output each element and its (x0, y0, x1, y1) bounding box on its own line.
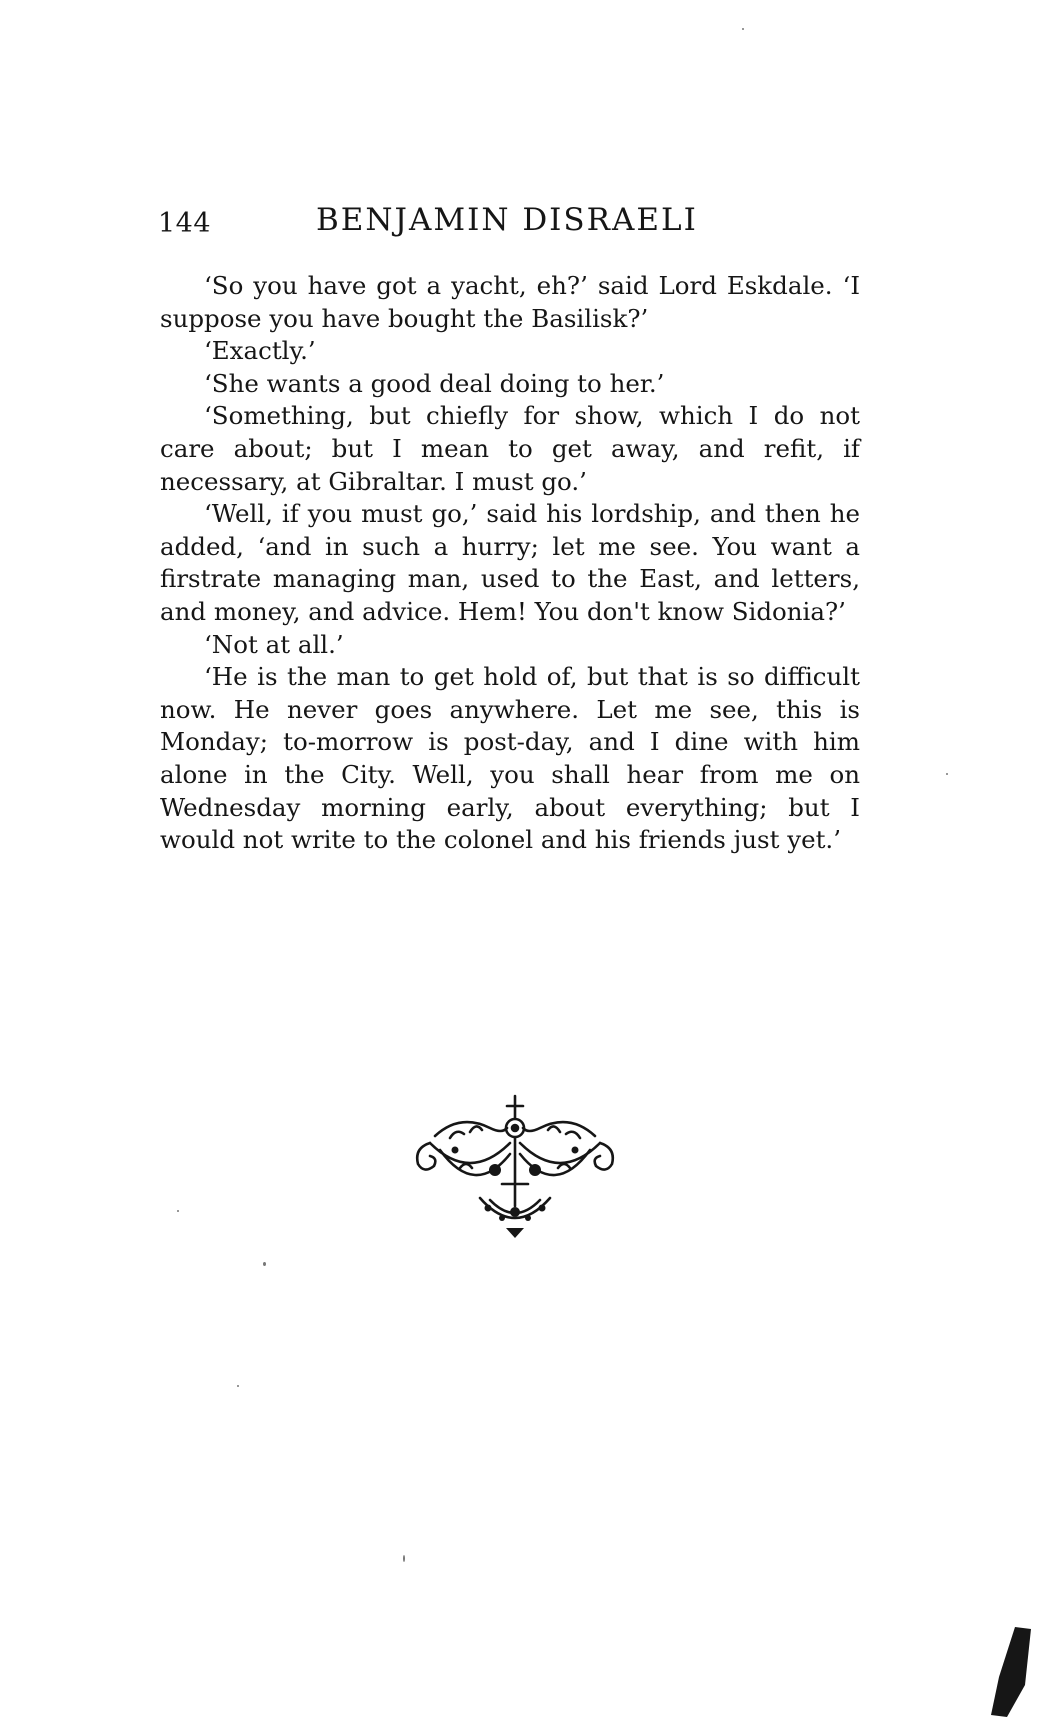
floral-tailpiece-icon (410, 1088, 620, 1238)
page-number: 144 (158, 208, 212, 239)
page-edge-shadow (985, 1625, 1033, 1719)
print-speck (742, 28, 744, 30)
paragraph: ‘Well, if you must go,’ said his lordship, and then he added, ‘and in such a hurry; let me see. You want a firstrate managing man, used to the East, and letters, and money, and advice. Hem! You don't know Sidonia?’ (160, 499, 860, 626)
print-speck (403, 1555, 405, 1562)
paragraph: ‘Not at all.’ (204, 629, 344, 659)
print-speck (263, 1262, 266, 1266)
running-head-title: BENJAMIN DISRAELI (316, 202, 698, 238)
paragraph: ‘Something, but chiefly for show, which I do not care about; but I mean to get away, and refit, if necessary, at Gibraltar. I must go.’ (160, 401, 860, 496)
paragraph: ‘She wants a good deal doing to her.’ (204, 368, 665, 398)
paragraph: ‘He is the man to get hold of, but that is so difficult now. He never goes anywhere. Let me see, this is Monday; to-morrow is post-day, and I dine with him alone in the City. Well, you shall hear from me on Wednesday morning early, about everything; but I would not write to the colonel and his friends just yet.’ (160, 662, 860, 855)
body-text (160, 270, 860, 857)
print-speck (177, 1210, 179, 1212)
print-speck (946, 773, 948, 775)
running-head (158, 200, 710, 240)
paragraph: ‘So you have got a yacht, eh?’ said Lord Eskdale. ‘I suppose you have bought the Basilisk?’ (160, 271, 860, 333)
paragraph: ‘Exactly.’ (204, 336, 316, 366)
print-speck (237, 1385, 239, 1387)
